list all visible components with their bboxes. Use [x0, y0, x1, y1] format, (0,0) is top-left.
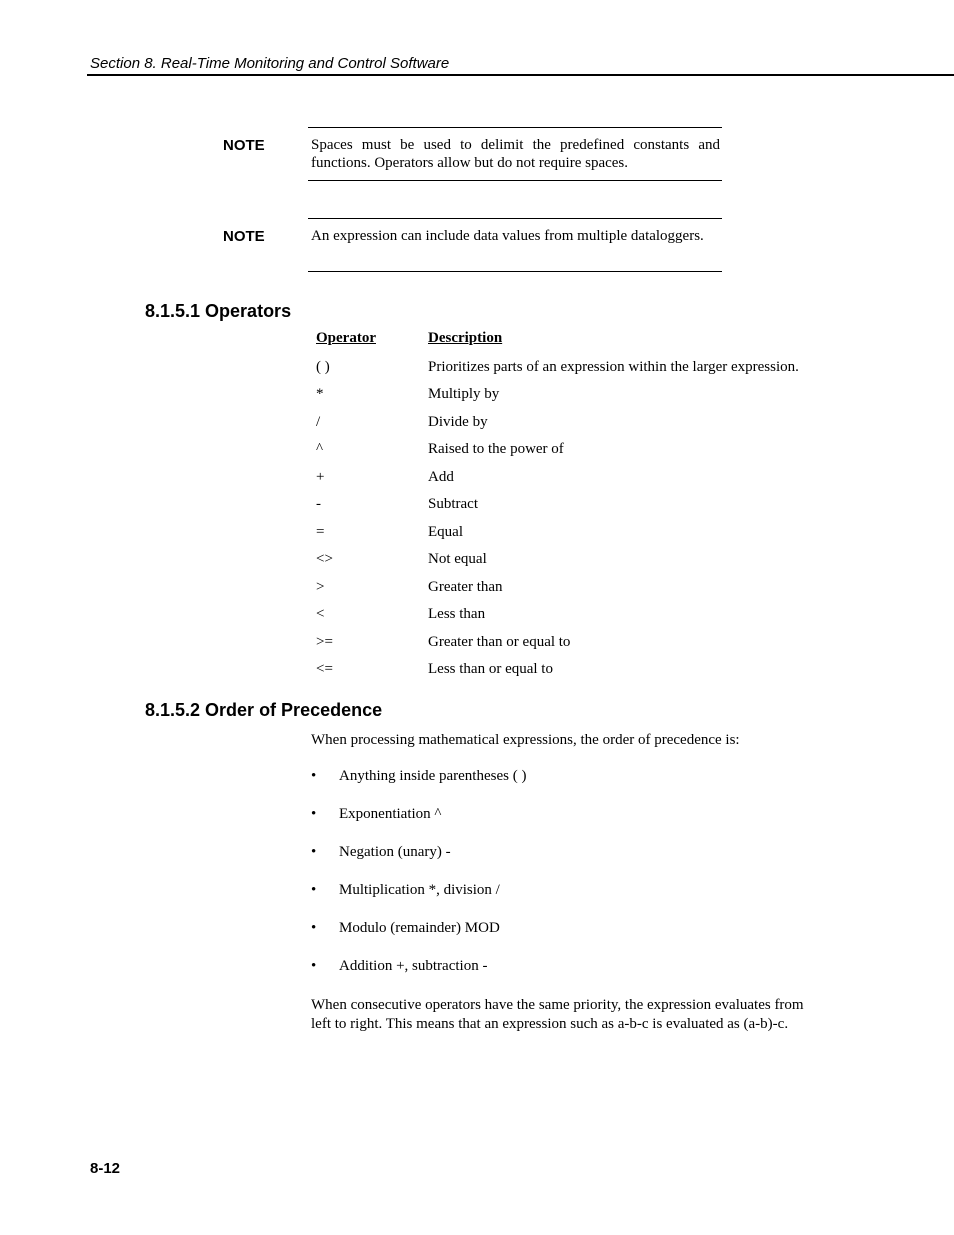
operator-description: Less than or equal to — [428, 661, 553, 677]
bullet-icon: • — [311, 806, 317, 822]
operator-description: Greater than — [428, 579, 503, 595]
column-header-operator: Operator — [316, 330, 376, 346]
list-item-text: Exponentiation ^ — [339, 806, 442, 822]
operator-description: Add — [428, 469, 454, 485]
table-row — [316, 606, 836, 628]
operator-description: Less than — [428, 606, 486, 622]
operator-symbol: - — [316, 496, 321, 512]
bullet-icon: • — [311, 844, 317, 860]
operator-symbol: ^ — [316, 441, 324, 457]
table-row — [316, 359, 836, 381]
table-row — [316, 634, 836, 656]
table-row — [316, 469, 836, 491]
precedence-intro: When processing mathematical expressions, the order of precedence is: — [311, 732, 740, 748]
operator-symbol: > — [316, 579, 325, 595]
section-heading-precedence: 8.1.5.2 Order of Precedence — [145, 700, 383, 720]
bullet-icon: • — [311, 958, 317, 974]
section-heading-operators: 8.1.5.1 Operators — [145, 301, 292, 321]
table-row — [316, 579, 836, 601]
column-header-description: Description — [428, 330, 503, 346]
running-header: Section 8. Real-Time Monitoring and Control Software — [90, 55, 450, 72]
table-row — [316, 661, 836, 683]
operator-symbol: <> — [316, 551, 333, 567]
operator-symbol: = — [316, 524, 325, 540]
list-item-text: Anything inside parentheses ( ) — [339, 768, 527, 784]
table-header-row — [316, 330, 836, 352]
bullet-icon: • — [311, 920, 317, 936]
table-row — [316, 441, 836, 463]
operator-symbol: / — [316, 414, 321, 430]
table-row — [316, 551, 836, 573]
list-item-text: Multiplication *, division / — [339, 882, 500, 898]
note-label: NOTE — [223, 137, 265, 154]
operator-description: Divide by — [428, 414, 488, 430]
header-rule — [87, 74, 954, 76]
precedence-closing: When consecutive operators have the same priority, the expression evaluates from left to right. This means that an expression such as a-b-c is evaluated as (a-b)-c. — [311, 997, 804, 1032]
operator-description: Prioritizes parts of an expression within the larger expression. — [428, 359, 799, 375]
page-number: 8-12 — [90, 1160, 121, 1177]
operator-symbol: + — [316, 469, 325, 485]
bullet-icon: • — [311, 882, 317, 898]
operator-symbol: < — [316, 606, 325, 622]
operator-symbol: ( ) — [316, 359, 330, 375]
operator-description: Subtract — [428, 496, 478, 512]
note-label: NOTE — [223, 228, 265, 245]
operator-symbol: <= — [316, 661, 333, 677]
table-row — [316, 414, 836, 436]
operator-description: Equal — [428, 524, 463, 540]
note-box: Spaces must be used to delimit the predefined constants and functions. Operators allow but do not require spaces. — [308, 127, 722, 181]
list-item-text: Negation (unary) - — [339, 844, 451, 860]
operator-description: Greater than or equal to — [428, 634, 571, 650]
operator-description: Raised to the power of — [428, 441, 564, 457]
operator-description: Multiply by — [428, 386, 500, 402]
bullet-icon: • — [311, 768, 317, 784]
table-row — [316, 524, 836, 546]
operator-description: Not equal — [428, 551, 487, 567]
list-item-text: Addition +, subtraction - — [339, 958, 488, 974]
table-row — [316, 386, 836, 408]
operator-symbol: * — [316, 386, 324, 402]
note-box: An expression can include data values from multiple dataloggers. — [308, 218, 722, 272]
list-item-text: Modulo (remainder) MOD — [339, 920, 500, 936]
operator-symbol: >= — [316, 634, 333, 650]
table-row — [316, 496, 836, 518]
